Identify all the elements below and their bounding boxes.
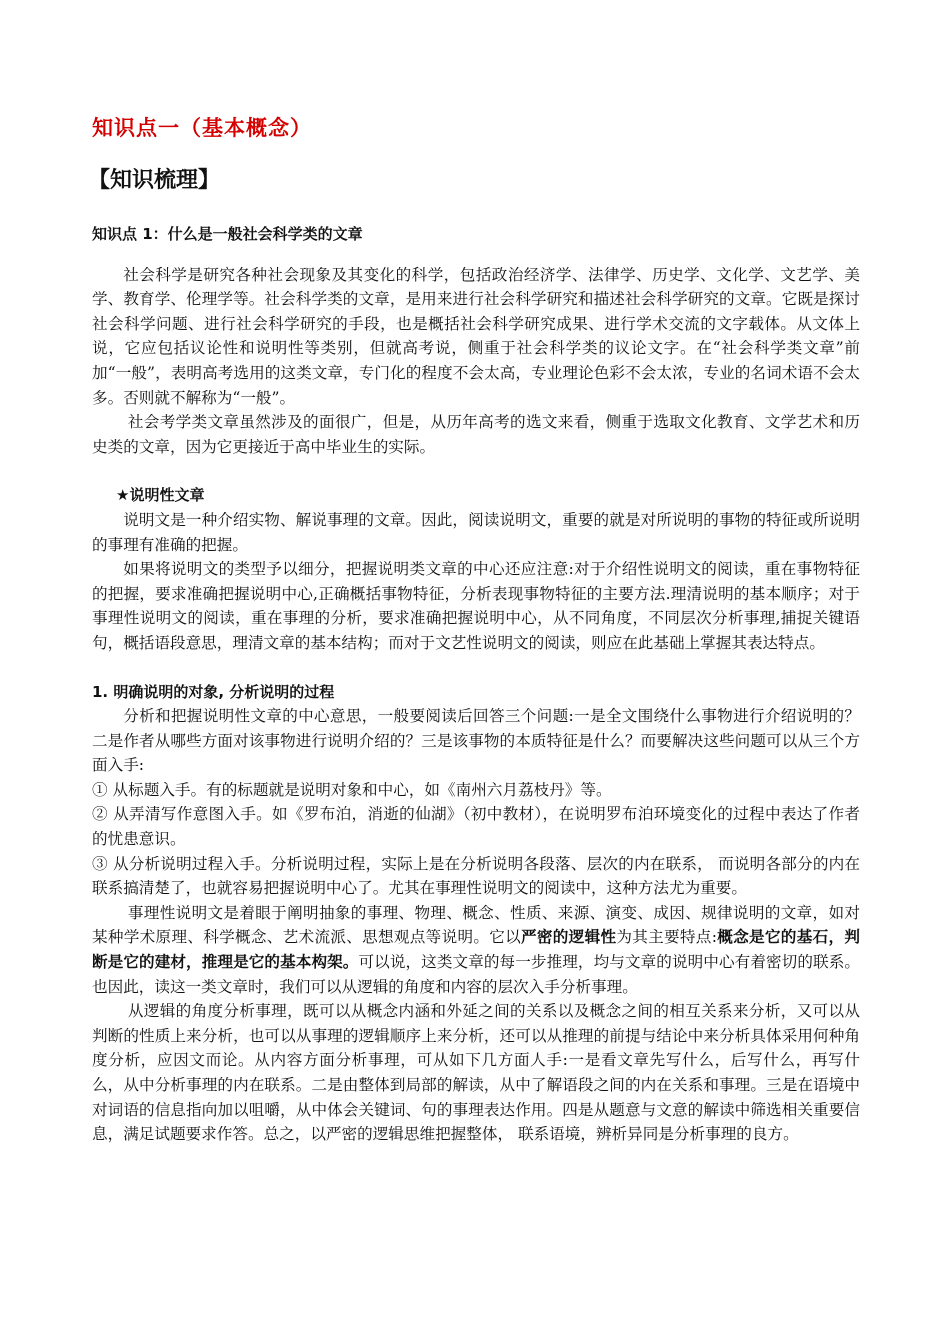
bold-text: 概念是它的基石，判断是它的建材，推理是它的基本构架。 <box>92 927 860 972</box>
paragraph: 如果将说明文的类型予以细分，把握说明类文章的中心还应注意:对于介绍性说明文的阅读，重在事物特征的把握，要求准确把握说明中心,正确概括事物特征，分析表现事物特征的主要方法.理清说明的基本顺序；对于事理性说明文的阅读，重在事理的分析，要求准确把握说明中心，从不同角度，不同层次分析事理,捕捉关键语句，概括语段意思，理清文章的基本结构；而对于文艺性说明文的阅读，则应在此基础上掌握其表达特点。 <box>92 560 860 652</box>
paragraph <box>92 901 860 999</box>
paragraph: 从逻辑的角度分析事理，既可以从概念内涵和外延之间的关系以及概念之间的相互关系来分析，又可以从判断的性质上来分析，也可以从事理的逻辑顺序上来分析，还可以从推理的前提与结论中来分析具体采用何种角度分析，应因文而论。从内容方面分析事理，可从如下几方面人手:一是看文章先写什么，后写什么，再写什么，从中分析事理的内在联系。二是由整体到局部的解读，从中了解语段之间的内在关系和事理。三是在语境中对词语的信息指向加以咀嚼，从中体会关键词、句的事理表达作用。四是从题意与文意的解读中筛选相关重要信息，满足试题要求作答。总之，以严密的逻辑思维把握整体， 联系语境，辨析异同是分析事理的良方。 <box>92 1002 860 1144</box>
list-item: ③ 从分析说明过程入手。分析说明过程，实际上是在分析说明各段落、层次的内在联系， 而说明各部分的内在联系搞清楚了，也就容易把握说明中心了。尤其在事理性说明文的阅读中，这种方法尤为重要。 <box>92 854 860 898</box>
paragraph: 社会考学类文章虽然涉及的面很广，但是，从历年高考的选文来看，侧重于选取文化教育、文学艺术和历史类的文章，因为它更接近于高中毕业生的实际。 <box>92 413 860 456</box>
section-heading: 【知识梳理】 <box>88 168 221 193</box>
bold-text: 严密的逻辑性 <box>521 927 617 947</box>
text-run: 为其主要特点: <box>616 928 717 947</box>
list-item: ① 从标题入手。有的标题就是说明对象和中心，如《南州六月荔枝丹》等。 <box>92 780 612 799</box>
paragraph: 社会科学是研究各种社会现象及其变化的科学，包括政治经济学、法律学、历史学、文化学、文艺学、美学、教育学、伦理学等。社会科学类的文章，是用来进行社会科学研究和描述社会科学研究的文章。它既是探讨社会科学问题、进行社会科学研究的手段，也是概括社会科学研究成果、进行学术交流的文字载体。从文体上说，它应包括议论性和说明性等类别，但就高考说，侧重于社会科学类的议论文字。在“社会科学类文章”前加“一般”，表明高考选用的这类文章，专门化的程度不会太高，专业理论色彩不会太浓，专业的名词术语不会太多。否则就不解称为“一般”。 <box>92 265 860 407</box>
kp1-heading: 知识点 1：什么是一般社会科学类的文章 <box>92 225 363 243</box>
star-heading: ★说明性文章 <box>116 486 205 505</box>
subsection-heading: 1. 明确说明的对象, 分析说明的过程 <box>92 682 335 701</box>
text-run: 可以说，这类文章的每一步推理，均与文章的说明中心有着密切的联系。也因此，读这一类文章时，我们可以从逻辑的角度和内容的层次入手分析事理。 <box>92 953 860 996</box>
paragraph: 说明文是一种介绍实物、解说事理的文章。因此，阅读说明文，重要的就是对所说明的事物的特征或所说明的事理有准确的把握。 <box>92 510 860 554</box>
page-title: 知识点一（基本概念） <box>92 116 312 140</box>
list-item: ② 从弄清写作意图入手。如《罗布泊，消逝的仙湖》（初中教材），在说明罗布泊环境变化的过程中表达了作者的忧患意识。 <box>92 805 860 849</box>
paragraph: 分析和把握说明性文章的中心意思，一般要阅读后回答三个问题:一是全文围绕什么事物进行介绍说明的？ 二是作者从哪些方面对该事物进行说明介绍的？三是该事物的本质特征是什么？而要解决这些问题可以从三个方面入手: <box>92 707 860 775</box>
document-body <box>92 222 860 1147</box>
text-run: 事理性说明文是着眼于阐明抽象的事理、物理、概念、性质、来源、演变、成因、规律说明的文章，如对某种学术原理、科学概念、艺术流派、思想观点等说明。它以 <box>92 903 860 947</box>
